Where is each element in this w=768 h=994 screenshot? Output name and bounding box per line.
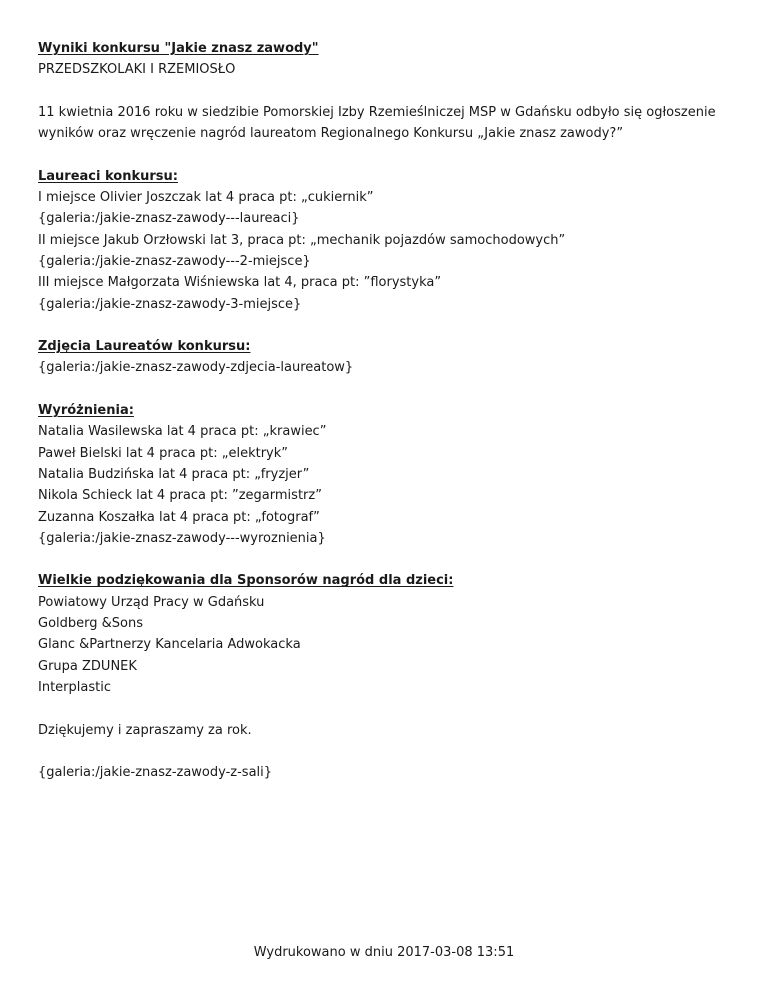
print-footer: Wydrukowano w dniu 2017-03-08 13:51: [253, 945, 515, 960]
honorable-mention-line: Natalia Budzińska lat 4 praca pt: „fryzjer”: [38, 466, 310, 482]
sponsor-line: Goldberg &Sons: [38, 616, 143, 632]
sponsor-line: Powiatowy Urząd Pracy w Gdańsku: [38, 594, 265, 610]
gallery-tag: {galeria:/jakie-znasz-zawody-3-miejsce}: [38, 296, 302, 312]
honorable-mention-line: Zuzanna Koszałka lat 4 praca pt: „fotograf”: [38, 509, 320, 525]
laureate-line: I miejsce Olivier Joszczak lat 4 praca pt: „cukiernik”: [38, 190, 374, 206]
laureate-line: III miejsce Małgorzata Wiśniewska lat 4, praca pt: ”florystyka”: [38, 275, 442, 291]
spacer: [38, 379, 738, 400]
honorable-mention-line: Natalia Wasilewska lat 4 praca pt: „krawiec”: [38, 424, 327, 440]
spacer: [38, 549, 738, 570]
gallery-tag: {galeria:/jakie-znasz-zawody---2-miejsce}: [38, 253, 311, 269]
gallery-tag: {galeria:/jakie-znasz-zawody-zdjecia-laureatow}: [38, 360, 354, 376]
document-title: Wyniki konkursu "Jakie znasz zawody": [38, 41, 319, 56]
honorable-mention-line: Nikola Schieck lat 4 praca pt: ”zegarmistrz”: [38, 488, 322, 504]
honorable-mention-line: Paweł Bielski lat 4 praca pt: „elektryk”: [38, 445, 289, 461]
sponsor-line: Interplastic: [38, 679, 111, 695]
spacer: [38, 741, 738, 762]
document-subtitle: PRZEDSZKOLAKI I RZEMIOSŁO: [38, 62, 236, 78]
sponsor-line: Grupa ZDUNEK: [38, 658, 137, 674]
photos-heading: Zdjęcia Laureatów konkursu:: [38, 339, 251, 355]
honorable-mentions-heading: Wyróżnienia:: [38, 403, 134, 419]
spacer: [38, 81, 738, 102]
intro-paragraph-line: wyników oraz wręczenie nagród laureatom Regionalnego Konkursu „Jakie znasz zawody?”: [38, 126, 624, 142]
sponsors-heading: Wielkie podziękowania dla Sponsorów nagród dla dzieci:: [38, 573, 454, 589]
laureates-heading: Laureaci konkursu:: [38, 168, 178, 184]
thanks-line: Dziękujemy i zapraszamy za rok.: [38, 722, 252, 738]
spacer: [38, 698, 738, 719]
gallery-tag: {galeria:/jakie-znasz-zawody-z-sali}: [38, 765, 273, 781]
intro-paragraph-line: 11 kwietnia 2016 roku w siedzibie Pomorskiej Izby Rzemieślniczej MSP w Gdańsku odbyło się ogłoszenie: [38, 104, 716, 120]
document-body: [38, 38, 738, 783]
spacer: [38, 315, 738, 336]
laureate-line: II miejsce Jakub Orzłowski lat 3, praca pt: „mechanik pojazdów samochodowych”: [38, 232, 566, 248]
gallery-tag: {galeria:/jakie-znasz-zawody---wyroznienia}: [38, 530, 326, 546]
spacer: [38, 144, 738, 165]
gallery-tag: {galeria:/jakie-znasz-zawody---laureaci}: [38, 211, 300, 227]
sponsor-line: Glanc &Partnerzy Kancelaria Adwokacka: [38, 637, 301, 653]
